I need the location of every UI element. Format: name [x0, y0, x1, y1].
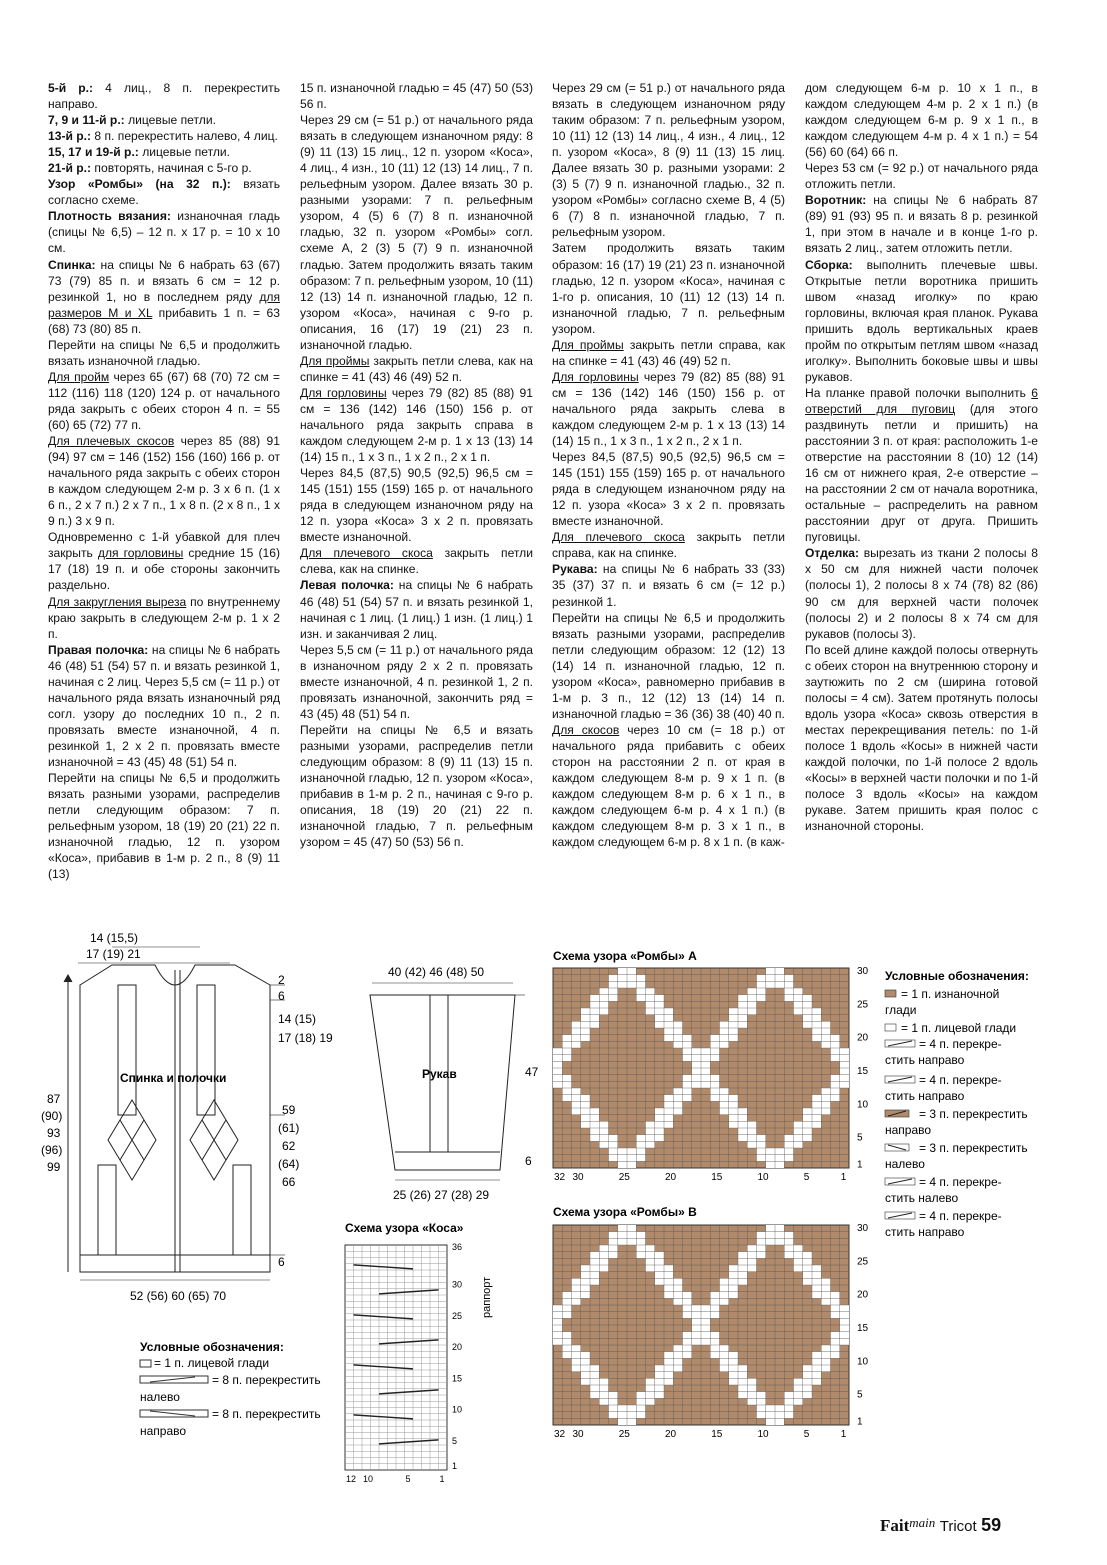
legend-left-item2: налево	[140, 1390, 180, 1404]
legend-right-title: Условные обозначения:	[885, 969, 1029, 983]
text-run: Для проймы	[300, 353, 370, 368]
text-run: лицевые петли.	[124, 113, 216, 128]
text-run: 7, 9 и 11-й р.:	[48, 113, 125, 128]
brand-main: main	[909, 1515, 936, 1530]
text-run: Для горловины	[552, 369, 639, 384]
body-dim-right-e: 6	[278, 1255, 285, 1269]
legend-right-item: стить направо	[885, 1225, 965, 1239]
text-run: на спицы № 6 набрать 63 (67) 73 (79) 85 п. и вязать 6 см = 12 р. резинкой 1, но в последнем ряду	[48, 257, 280, 304]
text-run: Для скосов	[552, 722, 620, 737]
text-run: Перейти на спицы № 6,5 и вязать разными узорами, распределив петли следующим образом: 8 (9) 11 (13) 15 п. изнаночной гладью, 12 п. узором «Коса», прибавив в 1-м р. 2 п., начиная с 9-го р. описания, 18 (19) 20 (21) 22 п. изнаночной гладью, 7 п. рельефным узором = 45 (47) 50 (53) 56 п.	[300, 722, 533, 850]
text-run: Через 84,5 (87,5) 90,5 (92,5) 96,5 см = 145 (151) 155 (159) 165 р. от начального ряда в следующем изнаночном ряду на 12 п. узора «Коса» 3 х 2 п. провязать вместе изнаночной.	[300, 466, 533, 545]
kosa-row-label: 1	[452, 1460, 458, 1471]
body-dim-right-d3: (64)	[278, 1157, 300, 1171]
text-run: средние 15 (16) 17 (18) 19 п. и обе стороны закончить раздельно.	[48, 546, 280, 593]
legend-right-item: стить налево	[885, 1191, 959, 1205]
text-run: Для закругления выреза	[48, 594, 187, 609]
rhombA-row-label: 10	[857, 1099, 869, 1111]
text-run: для горловины	[97, 546, 184, 561]
text-run: Рукава:	[552, 562, 598, 577]
text-run: на спицы № 6 набрать 46 (48) 51 (54) 57 п. и вязать резинкой 1, начиная с 2 лиц. Через 5,5 см (= 11 р.) от начального ряда вязать изнаночный ряд согл. узору до последних 10 п., 2 п. провязать вместе изнаночной, 4 п. резинкой 1, 2 х 2 п. провязать вместе изнаночной = 43 (45) 48 (51) 54 п.	[48, 642, 280, 769]
rhombA-row-label: 5	[857, 1132, 863, 1144]
kosa-col-label: 5	[405, 1474, 411, 1484]
text-run: через 85 (88) 91 (94) 97 см = 146 (152) 156 (160) 166 р. от начального ряда закрыть с обеих сторон в каждом следующем 2-м р. 3 х 6 п. (1 х 6 п., 2 х 7 п.) 2 х 7 п., 1 х 8 п. (2 х 8 п., 1 х 9 п.) 3 х 9 п.	[48, 434, 281, 529]
text-run: Для проймы	[552, 337, 624, 352]
legend-right-item: направо	[885, 1123, 932, 1137]
text-run: 4 лиц., 8 п. перекрестить направо.	[48, 81, 280, 112]
body-label: Спинка и полочки	[120, 1071, 227, 1085]
text-run: Воротник:	[805, 193, 867, 208]
body-dim-bottom: 52 (56) 60 (65) 70	[130, 1289, 227, 1303]
text-run: Отделка:	[805, 546, 860, 561]
text-run: Через 84,5 (87,5) 90,5 (92,5) 96,5 см = 145 (151) 155 (159) 165 р. от начального ряда в следующем изнаночном ряду на 12 п. узора «Коса» 3 х 2 п. провязать вместе изнаночной.	[552, 450, 785, 529]
text-run: Сборка:	[805, 257, 853, 272]
body-dim-right-c2: 17 (18) 19	[278, 1031, 333, 1045]
sleeve-dim-bottom: 25 (26) 27 (28) 29	[393, 1188, 490, 1202]
rhombA-col-label: 10	[757, 1172, 769, 1183]
text-run: Для пройм	[48, 369, 110, 384]
text-run: Через 29 см (= 51 р.) от начального ряда вязать в следующем изнаночном ряду: 8 (9) 11 (13) 15 лиц., 12 п. узором «Коса», 4 лиц., 4 изн., 10 (11) 12 (13) 14 лиц., 7 п. рельефным узором. Далее вязать 30 р. разными узорами: 7 п. рельефным узором, 4 (5) 6 (7) 8 п. изнаночной гладью, 32 п. узором «Ромбы» согл. схеме А, 2 (3) 5 (7) 9 п. изнаночной гладью. Затем продолжить вязать таким образом: 7 п. рельефным узором, 10 (11) 12 (13) 14 п. изнаночной гладью, 12 п. узором «Коса», начиная с 9-го р. описания, 16 (17) 19 (21) 23 п. изнаночной гладью.	[300, 113, 533, 352]
text-run: на спицы № 6 набрать 33 (33) 35 (37) 37 п. и вязать 6 см (= 12 р.) резинкой 1.	[552, 562, 785, 609]
text-run: На планке правой полочки выполнить	[805, 385, 1032, 400]
legend-left-item4: направо	[140, 1424, 187, 1438]
rhombB-title: Схема узора «Ромбы» В	[553, 1205, 697, 1219]
rhombA-col-label: 15	[711, 1172, 723, 1183]
rhombA-row-label: 1	[857, 1159, 863, 1171]
rhombA-row-label: 20	[857, 1032, 869, 1044]
rhombA-col-label: 1	[840, 1172, 847, 1183]
legend-right-item: = 4 п. перекре-	[919, 1037, 1002, 1051]
text-run: Одновременно с 1-й убавкой для плеч закрыть	[48, 530, 280, 561]
rhombB-row-label: 25	[857, 1256, 869, 1268]
legend-right-item: = 1 п. изнаночной	[901, 987, 1000, 1001]
text-run: вырезать из ткани 2 полосы 8 х 50 см для нижней части полочек (полосы 1), 2 полосы 8 х 74 (78) 82 (86) 90 см для верхней части полочек (полосы 2) и 2 полосы 8 х 74 см для рукавов (полосы 3).	[805, 546, 1038, 641]
text-run: Плотность вязания:	[48, 209, 171, 224]
kosa-row-label: 20	[452, 1342, 463, 1352]
legend-left-item1: = 8 п. перекрестить	[212, 1373, 321, 1387]
rhombA-col-label: 30	[572, 1172, 584, 1183]
text-run: через 10 см (= 18 р.) от начального ряда прибавить с обеих сторон на расстоянии 2 п. от края в каждом следующем 8-м р. 9 х 1 п. (в каждом следующем 8-м р. 6 х 1 п., в каждом следующем 6-м р. 4 х 1 п.) (в каждом следующем 8-м р. 3 х 1 п., в каждом следующем 6-м р. 8 х 1 п. (в каж-	[552, 722, 785, 850]
rhombB-row-label: 5	[857, 1389, 863, 1401]
body-schematic	[64, 947, 285, 1280]
legend-left-item3: = 8 п. перекрестить	[212, 1407, 321, 1421]
kosa-row-label: 15	[452, 1373, 463, 1384]
text-run: Правая полочка:	[48, 642, 149, 657]
legend-right-item: = 1 п. лицевой глади	[901, 1021, 1017, 1035]
rhombA-title: Схема узора «Ромбы» А	[553, 949, 697, 963]
text-run: дом следующем 6-м р. 10 х 1 п., в каждом следующем 4-м р. 2 х 1 п.) (в каждом следующем 6-м р. 9 х 1 п., в каждом следующем 4-м р. 4 х 1 п.) = 54 (56) 60 (64) 66 п.	[805, 81, 1038, 160]
rhombA-col-label: 32	[554, 1172, 566, 1183]
rhombB-col-label: 1	[840, 1429, 847, 1440]
text-run: для размеров M и XL	[48, 289, 280, 320]
rhombA-col-label: 5	[803, 1172, 810, 1183]
kosa-col-label: 1	[439, 1474, 445, 1484]
rhombA-col-label: 25	[618, 1172, 630, 1183]
text-run: Через 53 см (= 92 р.) от начального ряда отложить петли.	[805, 161, 1038, 192]
legend-left-item0: = 1 п. лицевой глади	[154, 1356, 270, 1370]
rhombB-row-label: 30	[857, 1223, 869, 1234]
rhombB-col-label: 15	[711, 1429, 723, 1440]
rhombB-row-label: 20	[857, 1289, 869, 1301]
rhombB-row-label: 1	[857, 1416, 863, 1428]
rhombA-row-label: 30	[857, 966, 869, 977]
text-run: изнаночная гладь (спицы № 6,5) – 12 п. х 17 р. = 10 х 10 см.	[48, 209, 280, 256]
body-dim-left2: 93	[47, 1126, 61, 1140]
kosa-chart-title: Схема узора «Коса»	[345, 1221, 464, 1235]
text-run: Перейти на спицы № 6,5 и продолжить вязать разными узорами, распределив петли следующим образом: 12 (12) 13 (14) 14 п. изнаночной гладью, 12 п. узором «Коса», равномерно прибавив в 1-м р. 3 п., 12 (12) 13 (14) 14 п. изнаночной гладью = 36 (36) 38 (40) 40 п.	[552, 610, 785, 721]
legend-right-item: налево	[885, 1157, 925, 1171]
legend-right-item: = 3 п. перекрестить	[919, 1107, 1028, 1121]
sleeve-dim-right-b: 6	[525, 1154, 532, 1168]
legend-right-item: стить направо	[885, 1053, 965, 1067]
text-run: закрыть петли слева, как на спинке.	[300, 546, 533, 577]
kosa-row-label: 10	[452, 1404, 463, 1415]
text-run: Для плечевых скосов	[48, 434, 175, 449]
legend-right-item: = 4 п. перекре-	[919, 1209, 1002, 1223]
text-run: 6 отверстий для пуговиц	[805, 385, 1038, 416]
text-run: по внутреннему краю закрыть в следующем 2-м р. 1 х 2 п.	[48, 594, 281, 641]
text-run: Левая полочка:	[300, 578, 394, 593]
text-run: 21-й р.:	[48, 161, 92, 176]
legend-right-item: стить направо	[885, 1089, 965, 1103]
body-dim-right-c1: 14 (15)	[278, 1012, 317, 1026]
text-run: лицевые петли.	[138, 145, 231, 160]
text-run: 15 п. изнаночной гладью = 45 (47) 50 (53) 56 п.	[300, 81, 533, 112]
text-run: закрыть петли слева, как на спинке = 41 (43) 46 (49) 52 п.	[300, 353, 534, 384]
rhombB-col-label: 30	[572, 1429, 584, 1440]
body-dim-right-b: 6	[278, 989, 285, 1003]
kosa-chart-grid	[345, 1245, 447, 1470]
legend-left-title: Условные обозначения:	[140, 1340, 284, 1354]
legend-right-item: глади	[885, 1003, 917, 1017]
rhombB-chart	[553, 1223, 869, 1440]
text-run: вязать согласно схеме.	[48, 177, 280, 208]
rhombB-col-label: 10	[757, 1429, 769, 1440]
kosa-col-label: 12	[346, 1474, 357, 1484]
sleeve-dim-top: 40 (42) 46 (48) 50	[388, 965, 485, 979]
text-run: через 79 (82) 85 (88) 91 см = 136 (142) 146 (150) 156 р. от начального ряда закрыть справа в каждом следующем 2-м р. 1 х 13 (13) 14 (14) 15 п., 1 х 3 п., 1 х 2 п., 2 х 1 п.	[300, 385, 533, 465]
text-run: Для горловины	[300, 385, 387, 400]
text-run: Узор «Ромбы» (на 32 п.):	[48, 177, 231, 192]
rhombB-col-label: 20	[665, 1429, 677, 1440]
kosa-rapport: раппорт	[481, 1276, 493, 1318]
text-run: прибавить 1 п. = 63 (68) 73 (80) 85 п.	[48, 305, 280, 336]
text-run: 8 п. перекрестить налево, 4 лиц.	[91, 129, 278, 144]
rhombA-row-label: 25	[857, 999, 869, 1011]
text-run: По всей длине каждой полосы отвернуть с обеих сторон на внутреннюю сторону и заутюжить по 2 см (ширина готовой полосы = 4 см). Затем протянуть полосы вдоль узора «Коса» сквозь отверстия в местах перекрещивания петель: по 1-й полосе 1 вдоль «Косы» в нижней части каждой полочки, по 1-й полосе 2 вдоль «Косы» в верхней части полочки и по 1-й полосе 3 вдоль «Косы» на каждом рукаве. Затем пришить края полос с изнаночной стороны.	[805, 642, 1038, 834]
brand-fait: Fait	[880, 1516, 910, 1535]
rhombB-row-label: 10	[857, 1356, 869, 1368]
body-dim-left4: 99	[47, 1160, 61, 1174]
text-run: Спинка:	[48, 257, 96, 272]
sleeve-dim-right-a: 47	[525, 1065, 539, 1079]
body-dim-left3: (96)	[41, 1143, 63, 1157]
rhombB-col-label: 25	[618, 1429, 630, 1440]
page-number: 59	[981, 1515, 1002, 1535]
rhombB-col-label: 5	[803, 1429, 810, 1440]
text-run: через 79 (82) 85 (88) 91 см = 136 (142) 146 (150) 156 р. от начального ряда закрыть слева в каждом следующем 2-м р. 1 х 13 (13) 14 (14) 15 п., 1 х 3 п., 1 х 2 п., 2 х 1 п.	[552, 369, 785, 449]
text-run: Перейти на спицы № 6,5 и продолжить вязать изнаночной гладью.	[48, 337, 280, 368]
legend-right-item: = 4 п. перекре-	[919, 1073, 1002, 1087]
text-run: выполнить плечевые швы. Открытые петли воротника пришить швом «назад иголку» по краю горловины, включая края планок. Рукава пришить вдоль вертикальных краев пройм по открытым петлям швом «назад иголку». Выполнить боковые швы и швы рукавов.	[805, 257, 1038, 384]
text-run: Через 5,5 см (= 11 р.) от начального ряда в изнаночном ряду 2 х 2 п. провязать вместе изнаночной, 4 п. резинкой 1, 2 п. провязать изнаночной, закончить ряд = 43 (45) 48 (51) 54 п.	[300, 642, 533, 721]
text-run: 5-й р.:	[48, 81, 94, 95]
rhombB-row-label: 15	[857, 1323, 869, 1334]
page-footer	[880, 1515, 1001, 1536]
kosa-row-label: 36	[452, 1242, 463, 1252]
text-run: закрыть петли справа, как на спинке.	[552, 530, 785, 561]
text-run: Перейти на спицы № 6,5 и продолжить вязать разными узорами, распределив петли следующим образом: 7 п. рельефным узором, 18 (19) 20 (21) 22 п. изнаночной гладью, 12 п. узором «Коса», прибавив в 1-м р. 2 п., 8 (9) 11 (13)	[48, 771, 280, 882]
body-dim-right-d1: (61)	[278, 1121, 300, 1135]
rhombB-col-label: 32	[554, 1429, 566, 1440]
text-run: Для плечевого скоса	[552, 530, 685, 545]
rhombA-chart	[553, 966, 869, 1183]
text-run: Через 29 см (= 51 р.) от начального ряда вязать в следующем изнаночном ряду таким образом: 7 п. рельефным узором, 10 (11) 12 (13) 14 лиц., 4 изн., 4 лиц., 12 п. узором «Коса», 8 (9) 11 (13) 15 лиц. Далее вязать 30 р. разными узорами: 2 (3) 5 (7) 9 п. изнаночной гладью., 32 п. узором «Ромбы» согласно схеме В, 4 (5) 6 (7) 8 п. изнаночной гладью, 7 п. рельефным узором.	[552, 81, 785, 240]
text-run: 15, 17 и 19-й р.:	[48, 145, 139, 160]
body-dim-right-a: 2	[278, 973, 285, 987]
text-run: на спицы № 6 набрать 46 (48) 51 (54) 57 п. и вязать резинкой 1, начиная с 1 лиц. (1 лиц.) 1 изн. (1 лиц.) 1 изн. и заканчивая 2 лиц.	[300, 578, 533, 641]
body-dim-right-d4: 66	[282, 1175, 296, 1189]
legend-right-item: = 3 п. перекрестить	[919, 1141, 1028, 1155]
body-dim-top1: 14 (15,5)	[90, 931, 139, 945]
body-dim-right-d2: 62	[282, 1139, 296, 1153]
text-run: (для этого раздвинуть петли и пришить) на расстоянии 3 п. от края: расположить 1-е отверстие на расстоянии 8 (10) 12 (14) 16 см от нижнего края, 2-е отверстие – на расстоянии 2 см от начала воротника, остальные – распределить на равном расстоянии друг от друга. Пришить пуговицы.	[805, 401, 1038, 545]
text-run: Затем продолжить вязать таким образом: 16 (17) 19 (21) 23 п. изнаночной гладью, 12 п. узором «Коса», начиная с 1-го р. описания, 10 (11) 12 (13) 14 п. изнаночной гладью, 7 п. рельефным узором.	[552, 241, 785, 336]
sleeve-label: Рукав	[422, 1067, 457, 1081]
kosa-row-label: 5	[452, 1435, 458, 1446]
text-run: 13-й р.:	[48, 129, 92, 144]
brand-tricot: Tricot	[939, 1518, 977, 1535]
kosa-row-label: 30	[452, 1279, 463, 1290]
kosa-row-label: 25	[452, 1310, 463, 1321]
sleeve-schematic	[370, 983, 525, 1180]
body-dim-top2: 17 (19) 21	[86, 947, 141, 961]
kosa-col-label: 10	[363, 1474, 374, 1484]
legend-right-item: = 4 п. перекре-	[919, 1175, 1002, 1189]
body-dim-left1: (90)	[41, 1109, 63, 1123]
rhombA-col-label: 20	[665, 1172, 677, 1183]
rhombA-row-label: 15	[857, 1066, 869, 1077]
body-dim-right-d0: 59	[282, 1103, 296, 1117]
text-run: через 65 (67) 68 (70) 72 см = 112 (116) 118 (120) 124 р. от начального ряда закрыть с обеих сторон 4 п. = 55 (60) 65 (72) 77 п.	[48, 369, 280, 432]
text-run: закрыть петли справа, как на спинке = 41 (43) 46 (49) 52 п.	[552, 337, 786, 368]
body-dim-left0: 87	[47, 1092, 61, 1106]
text-run: Для плечевого скоса	[300, 546, 433, 561]
text-run: повторять, начиная с 5-го р.	[91, 161, 252, 176]
text-run: на спицы № 6 набрать 87 (89) 91 (93) 95 п. и вязать 8 р. резинкой 1, при этом в начале и в конце 1-го р. вязать 2 лиц., затем отложить петли.	[805, 193, 1038, 256]
